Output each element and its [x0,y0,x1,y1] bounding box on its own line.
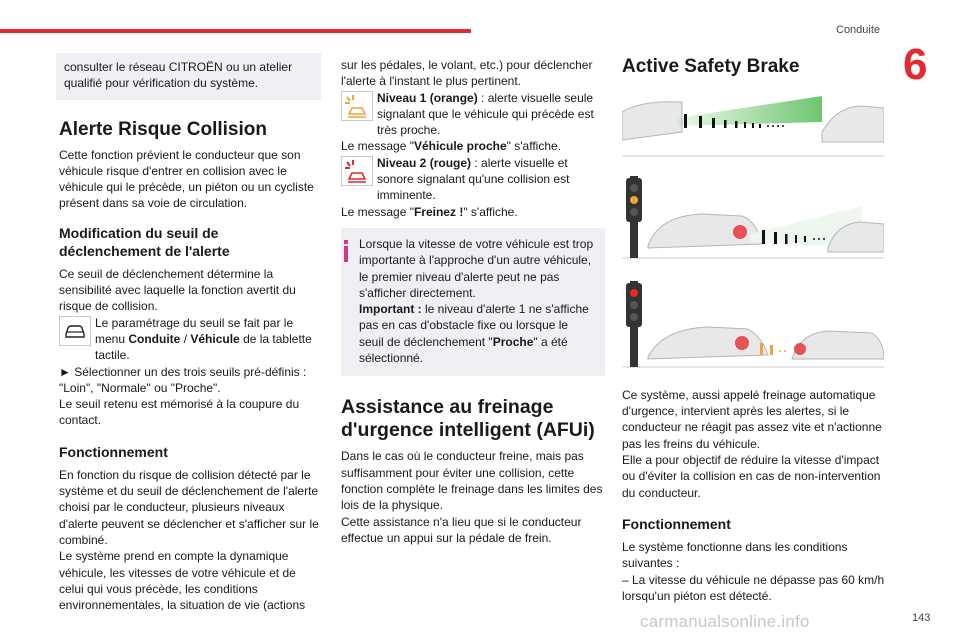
message-freinez: Freinez ! [413,204,464,219]
note-paragraph-1: Lorsque la vitesse de votre véhicule est trop importante à l'approche d'un autre véhicule, le premier niveau d'alerte peut ne pas s'afficher directement. [359,236,594,300]
afu-paragraph-2: Cette assistance n'a lieu que si le conducteur effectue un appui sur la pédale de frein. [341,514,582,545]
illustration-alert-red [622,176,884,264]
intro-paragraph: Cette fonction prévient le conducteur que son véhicule risque d'entrer en collision avec le véhicule qui le précède, un piéton ou un cycliste présent dans sa voie de circulation. [59,147,314,211]
system-paragraph: Le système prend en compte la dynamique véhicule, les vitesses de votre véhicule et de celui qui vous précède, les conditions environnementales, la situation de vie (actions [59,549,306,613]
heading-modification-seuil: Modification du seuil de déclenchement de l'alerte [59,224,230,259]
section-title: Conduite [836,24,881,36]
menu-conduite: Conduite [128,331,181,346]
afu-paragraph-1: Dans le cas où le conducteur freine, mais pas suffisamment pour éviter une collision, cette fonction complète le freinage dans les limites des lois de la physique. [341,449,603,513]
param-slash: / [180,331,191,346]
asb-description-1: Ce système, aussi appelé freinage automatique d'urgence, intervient après les alertes, si le conducteur ne réagit pas assez vite et n'actionne pas les freins du véhicule. [622,387,882,451]
red-warning-icon [341,156,373,186]
heading-fonctionnement: Fonctionnement [59,443,168,460]
niveau2-line [341,155,605,204]
continued-paragraph: sur les pédales, le volant, etc.) pour déclencher l'alerte à l'instant le plus pertinent. [341,58,593,89]
car-settings-icon [59,316,91,346]
heading-active-safety-brake: Active Safety Brake [622,56,800,77]
heading-afui: Assistance au freinage d'urgence intelligent (AFUi) [341,396,595,442]
top-accent-bar [0,29,471,33]
column-middle [341,57,605,546]
asb-description-2: Elle a pour objectif de réduire la vitesse d'impact ou d'éviter la collision en cas de non-intervention du conducteur. [622,453,881,500]
illustration-auto-brake [622,281,884,371]
message-vehicule-proche: Véhicule proche [413,139,507,154]
heading-fonctionnement-asb: Fonctionnement [622,515,731,532]
fonctionnement-paragraph: En fonction du risque de collision détecté par le système et du seuil de déclenchement de l'alerte choisi par le conducteur, plusieurs niveaux d'alerte peuvent se déclencher et s'afficher sur le combiné. [59,467,319,547]
info-icon [341,240,351,262]
message2: Le message "Freinez !" s'affiche. [341,204,518,219]
niveau1-label: Niveau 1 (orange) [377,90,478,105]
illustration-approach [622,92,884,160]
note-paragraph-2: Important : le niveau d'alerte 1 ne s'affiche pas en cas d'obstacle fixe ou lorsque le seuil de déclenchement "Proche" a été sélectionné. [359,302,589,366]
chapter-number: 6 [903,40,928,89]
heading-alerte-risque-collision: Alerte Risque Collision [59,118,267,140]
param-text-a: Le paramétrage du seuil se fait par le menu [95,315,294,346]
page-number: 143 [912,612,931,624]
column-left [59,53,321,613]
watermark: carmanualsonline.info [640,612,810,631]
condition-item-1: – La vitesse du véhicule ne dépasse pas 60 km/h lorsqu'un piéton est détecté. [622,572,885,603]
param-line [59,315,321,364]
info-note-box [341,228,605,376]
memo-paragraph: Le seuil retenu est mémorisé à la coupure du contact. [59,397,300,428]
niveau1-text: : alerte visuelle seule signalant que le véhicule qui précède est très proche. [377,90,594,138]
continued-note-box [56,53,321,100]
seuil-paragraph: Ce seuil de déclenchement détermine la sensibilité avec laquelle la fonction avertit du risque de collision. [59,266,296,314]
niveau2-text: : alerte visuelle et sonore signalant qu'une collision est imminente. [377,155,570,203]
niveau2-label: Niveau 2 (rouge) [377,155,472,170]
orange-warning-icon [341,91,373,121]
menu-vehicule: Véhicule [190,331,240,346]
select-instruction: ► Sélectionner un des trois seuils pré-définis : "Loin", "Normale" ou "Proche". [59,364,307,395]
column-right [622,55,888,604]
conditions-intro: Le système fonctionne dans les conditions suivantes : [622,539,848,571]
niveau1-line [341,90,605,139]
note-text: consulter le réseau CITROËN ou un atelier qualifié pour vérification du système. [64,60,293,91]
message1: Le message "Véhicule proche" s'affiche. [341,139,562,154]
param-text-e: de la tablette tactile. [95,331,312,363]
